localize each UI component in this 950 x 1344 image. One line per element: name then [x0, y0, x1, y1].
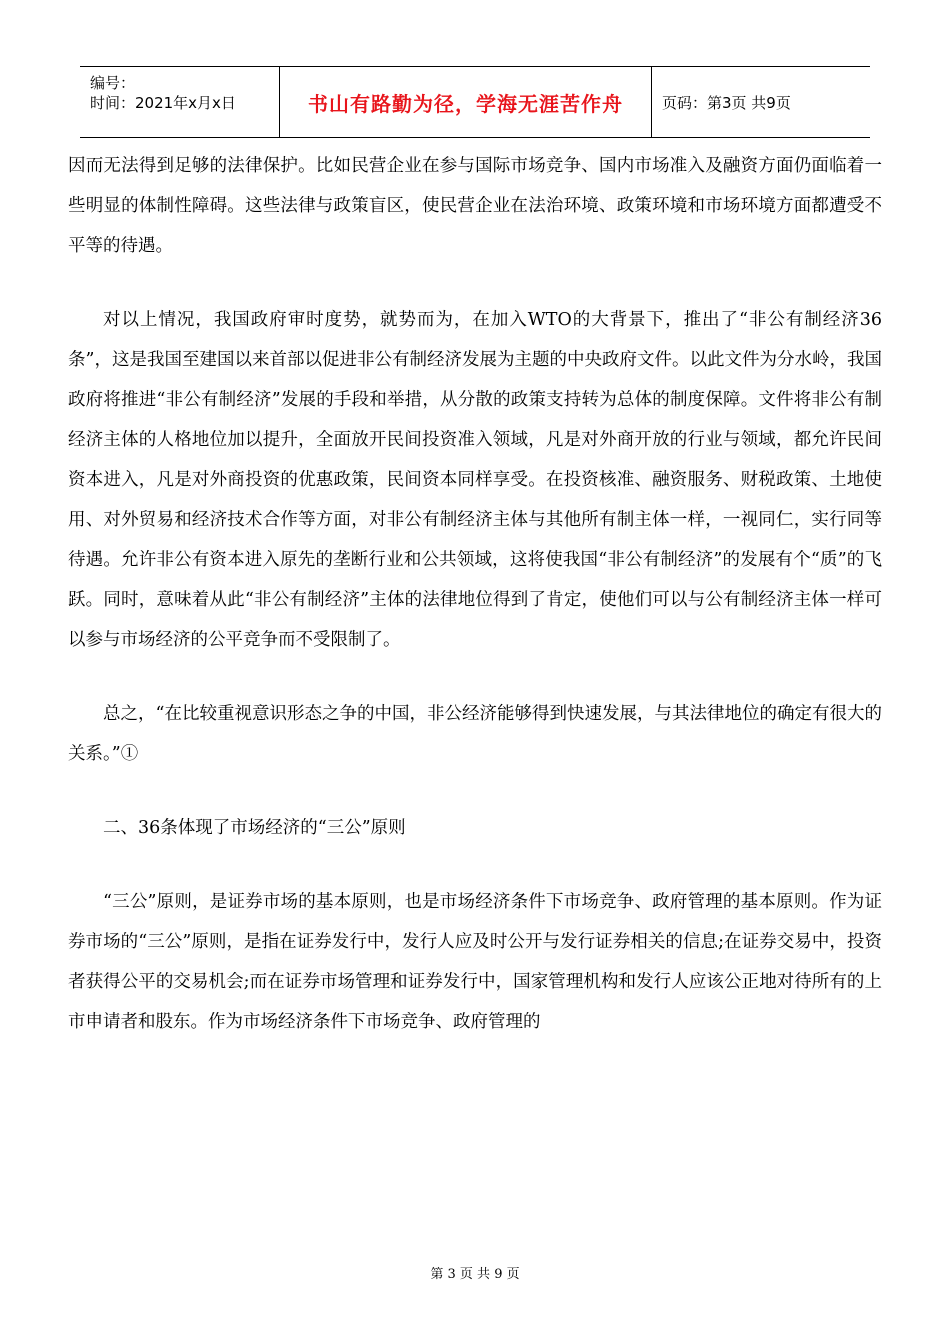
- page-footer: 第 3 页 共 9 页: [430, 1267, 520, 1282]
- paragraph-4: “三公”原则，是证券市场的基本原则，也是市场经济条件下市场竞争、政府管理的基本原则。作为证券市场的“三公”原则，是指在证券发行中，发行人应及时公开与发行证券相关的信息;在证券交易中，投资者获得公平的交易机会;而在证券市场管理和证券发行中，国家管理机构和发行人应该公正地对待所有的上市申请者和股东。作为市场经济条件下市场竞争、政府管理的: [68, 892, 882, 1032]
- section-heading: 二、36条体现了市场经济的“三公”原则: [103, 818, 406, 838]
- header-motto: 书山有路勤为径，学海无涯苦作舟: [280, 67, 652, 137]
- paragraph-2: 对以上情况，我国政府审时度势，就势而为，在加入WTO的大背景下，推出了“非公有制经济36条”，这是我国至建国以来首部以促进非公有制经济发展为主题的中央政府文件。以此文件为分水岭，我国政府将推进“非公有制经济”发展的手段和举措，从分散的政策支持转为总体的制度保障。文件将非公有制经济主体的人格地位加以提升，全面放开民间投资准入领域，凡是对外商开放的行业与领域，都允许民间资本进入，凡是对外商投资的优惠政策，民间资本同样享受。在投资核准、融资服务、财税政策、土地使用、对外贸易和经济技术合作等方面，对非公有制经济主体与其他所有制主体一样，一视同仁，实行同等待遇。允许非公有资本进入原先的垄断行业和公共领域，这将使我国“非公有制经济”的发展有个“质”的飞跃。同时，意味着从此“非公有制经济”主体的法律地位得到了肯定，使他们可以与公有制经济主体一样可以参与市场经济的公平竞争而不受限制了。: [68, 310, 882, 650]
- document-body: [68, 146, 882, 1042]
- header-meta: [80, 67, 280, 137]
- paragraph-3: 总之，“在比较重视意识形态之争的中国，非公经济能够得到快速发展，与其法律地位的确定有很大的关系。”①: [68, 704, 882, 764]
- paragraph-1: 因而无法得到足够的法律保护。比如民营企业在参与国际市场竞争、国内市场准入及融资方面仍面临着一些明显的体制性障碍。这些法律与政策盲区，使民营企业在法治环境、政策环境和市场环境方面都遭受不平等的待遇。: [68, 156, 882, 256]
- number-label: 编号：: [90, 74, 136, 92]
- header-page-info: 页码：第3页 共9页: [662, 93, 791, 112]
- page-header: [80, 66, 870, 138]
- time-label: 时间：2021年x月x日: [90, 94, 236, 112]
